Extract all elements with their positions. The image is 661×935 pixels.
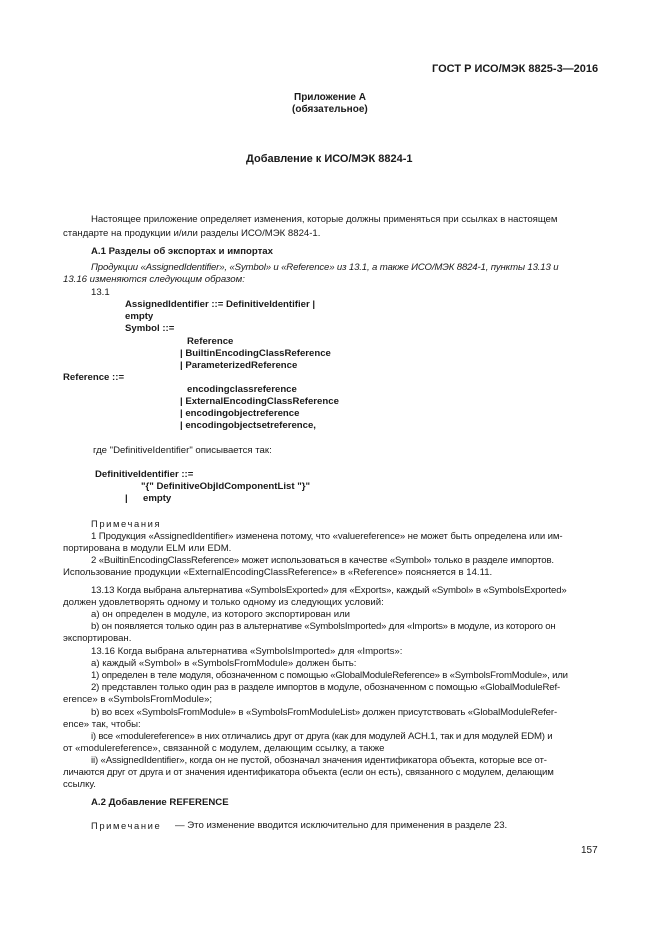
p1316-line: erence» в «SymbolsFromModule»; [63, 694, 213, 705]
note-2-line-1: 2 «BuiltinEncodingClassReference» может использоваться в качестве «Symbol» только в разделе импортов. [91, 555, 554, 566]
code-line: encodingclassreference [187, 384, 297, 395]
section-a2-heading: A.2 Добавление REFERENCE [91, 797, 229, 808]
p1316-line: i) все «modulereference» в них отличались друг от друга (как для модулей ACH.1, так и для модулей EDM) и [91, 731, 553, 742]
code-line: | ParameterizedReference [180, 360, 298, 371]
p1316-line: ссылку. [63, 779, 96, 790]
page-number: 157 [581, 845, 598, 856]
code-line: | BuiltinEncodingClassReference [180, 348, 331, 359]
note-2-line-2: Использование продукции «ExternalEncodingClassReference» в «Reference» поясняется в 14.11. [63, 567, 493, 578]
code-line: AssignedIdentifier ::= DefinitiveIdentifier | [125, 299, 316, 310]
p1313-line: 13.13 Когда выбрана альтернатива «SymbolsExported» для «Exports», каждый «Symbol» в «SymbolsExported» [91, 585, 567, 596]
standard-header: ГОСТ Р ИСО/МЭК 8825-3—2016 [432, 63, 599, 75]
p1316-line: b) во всех «SymbolsFromModule» в «SymbolsFromModuleList» должен присутствовать «GlobalModuleRefer- [91, 707, 558, 718]
section-a2-note-text: — Это изменение вводится исключительно для применения в разделе 23. [175, 820, 508, 831]
clause-13-1: 13.1 [91, 287, 110, 298]
p1313-line: b) он появляется только один раз в альтернативе «SymbolsImported» для «Imports» в модуле, из которого он [91, 621, 556, 632]
p1316-line: от «modulereference», связанной с модулем, делающим ссылку, а также [63, 743, 385, 754]
code-line: | encodingobjectreference [180, 408, 300, 419]
annex-status: (обязательное) [292, 104, 368, 115]
code-line: Reference ::= [63, 372, 125, 383]
notes-heading: Примечания [91, 518, 162, 529]
intro-line-2: стандарте на продукции и/или разделы ИСО/МЭК 8824-1. [63, 228, 321, 239]
note-1-line-1: 1 Продукция «AssignedIdentifier» изменена потому, что «valuereference» не может быть определена или им- [91, 531, 563, 542]
p1316-line: 1) определен в теле модуля, обозначенном с помощью «GlobalModuleReference» в «SymbolsFromModule», или [91, 670, 568, 681]
code-line: empty [125, 311, 154, 322]
p1316-line: личаются друг от друга и от значения идентификатора объекта (если он есть), связанного с модулем, делающим [63, 767, 554, 778]
section-a1-heading: A.1 Разделы об экспортах и импортах [91, 246, 273, 257]
code2-line: | [125, 493, 128, 504]
code2-line: empty [143, 493, 172, 504]
section-a2-note-label: Примечание [91, 820, 162, 831]
code2-line: "{" DefinitiveObjIdComponentList "}" [141, 481, 311, 492]
p1316-line: 13.16 Когда выбрана альтернатива «SymbolsImported» для «Imports»: [91, 646, 403, 657]
section-a1-italic-2: 13.16 изменяются следующим образом: [63, 274, 245, 285]
p1313-line: экспортирован. [63, 633, 132, 644]
p1316-line: ence» так, чтобы: [63, 719, 141, 730]
code-line: | encodingobjectsetreference, [180, 420, 316, 431]
where-line: где "DefinitiveIdentifier" описывается так: [93, 445, 272, 456]
p1316-line: ii) «AssignedIdentifier», когда он не пустой, обозначал значения идентификатора объекта, которые все от- [91, 755, 547, 766]
note-1-line-2: портирована в модули ELM или EDM. [63, 543, 232, 554]
p1316-line: а) каждый «Symbol» в «SymbolsFromModule» должен быть: [91, 658, 357, 669]
annex-label: Приложение А [294, 92, 366, 103]
annex-title: Добавление к ИСО/МЭК 8824-1 [246, 153, 413, 165]
section-a1-italic-1: Продукции «AssignedIdentifier», «Symbol» и «Reference» из 13.1, а также ИСО/МЭК 8824-1, пункты 13.13 и [91, 262, 559, 273]
code-line: Symbol ::= [125, 323, 175, 334]
intro-line-1: Настоящее приложение определяет изменения, которые должны применяться при ссылках в настоящем [91, 214, 558, 225]
p1313-line: должен удовлетворять одному и только одному из следующих условий: [63, 597, 384, 608]
code2-line: DefinitiveIdentifier ::= [95, 469, 194, 480]
p1313-line: а) он определен в модуле, из которого экспортирован или [91, 609, 351, 620]
code-line: Reference [187, 336, 234, 347]
p1316-line: 2) представлен только один раз в разделе импортов в модуле, обозначенном с помощью «GlobalModuleRef- [91, 682, 561, 693]
code-line: | ExternalEncodingClassReference [180, 396, 339, 407]
